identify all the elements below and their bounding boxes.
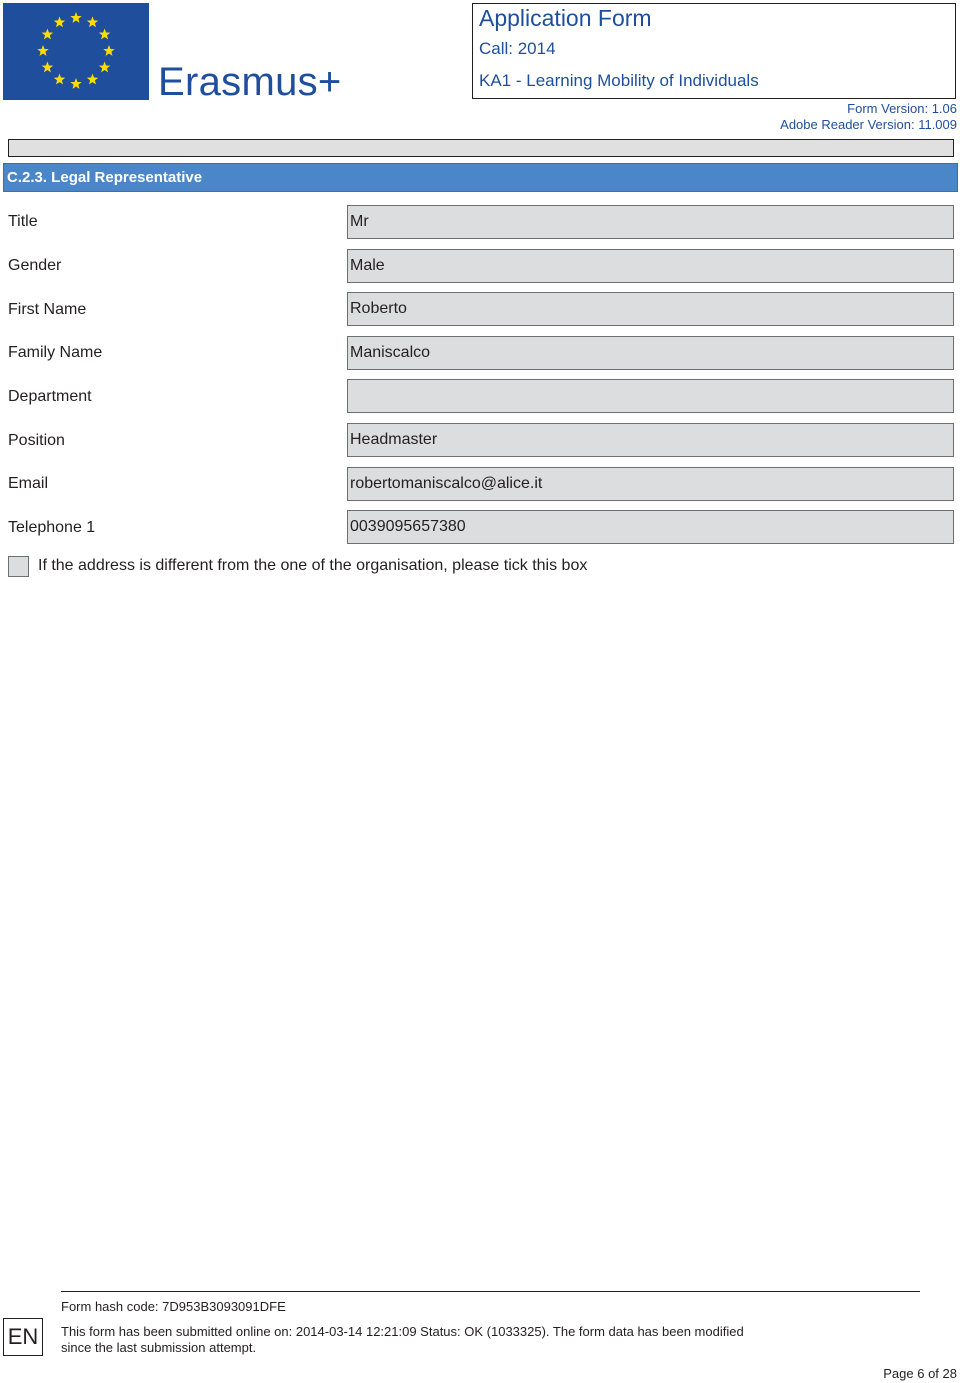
- first-name-label: First Name: [8, 301, 87, 318]
- call-year: Call: 2014: [479, 39, 556, 58]
- form-hash: Form hash code: 7D953B3093091DFE: [61, 1299, 286, 1314]
- reader-version: Adobe Reader Version: 11.009: [780, 117, 957, 132]
- position-field[interactable]: Headmaster: [347, 423, 954, 457]
- telephone-label: Telephone 1: [8, 519, 96, 536]
- gender-label: Gender: [8, 257, 62, 274]
- title-label: Title: [8, 213, 38, 230]
- family-name-label: Family Name: [8, 344, 103, 361]
- section-header: C.2.3. Legal Representative: [3, 163, 958, 192]
- email-field[interactable]: robertomaniscalco@alice.it: [347, 467, 954, 501]
- title-field[interactable]: Mr: [347, 205, 954, 239]
- key-action: KA1 - Learning Mobility of Individuals: [479, 71, 759, 90]
- submission-note: since the last submission attempt.: [61, 1340, 257, 1355]
- department-field[interactable]: [347, 379, 954, 413]
- address-different-checkbox[interactable]: [8, 556, 29, 577]
- form-version: Form Version: 1.06: [847, 101, 957, 116]
- submission-status: This form has been submitted online on: 2014-03-14 12:21:09 Status: OK (1033325). The form data has been modified: [61, 1324, 744, 1339]
- eu-flag-logo: [3, 3, 149, 100]
- form-title: Application Form: [479, 5, 652, 31]
- department-label: Department: [8, 388, 92, 405]
- family-name-field[interactable]: Maniscalco: [347, 336, 954, 370]
- first-name-field[interactable]: Roberto: [347, 292, 954, 326]
- page-number: Page 6 of 28: [883, 1366, 957, 1381]
- position-label: Position: [8, 432, 65, 449]
- top-input-bar: [8, 139, 954, 157]
- footer-divider: [61, 1291, 920, 1292]
- brand-name: Erasmus+: [158, 60, 342, 104]
- gender-field[interactable]: Male: [347, 249, 954, 283]
- email-label: Email: [8, 475, 49, 492]
- telephone-field[interactable]: 0039095657380: [347, 510, 954, 544]
- language-badge: EN: [3, 1318, 43, 1356]
- address-different-label: If the address is different from the one of the organisation, please tick this box: [38, 557, 588, 574]
